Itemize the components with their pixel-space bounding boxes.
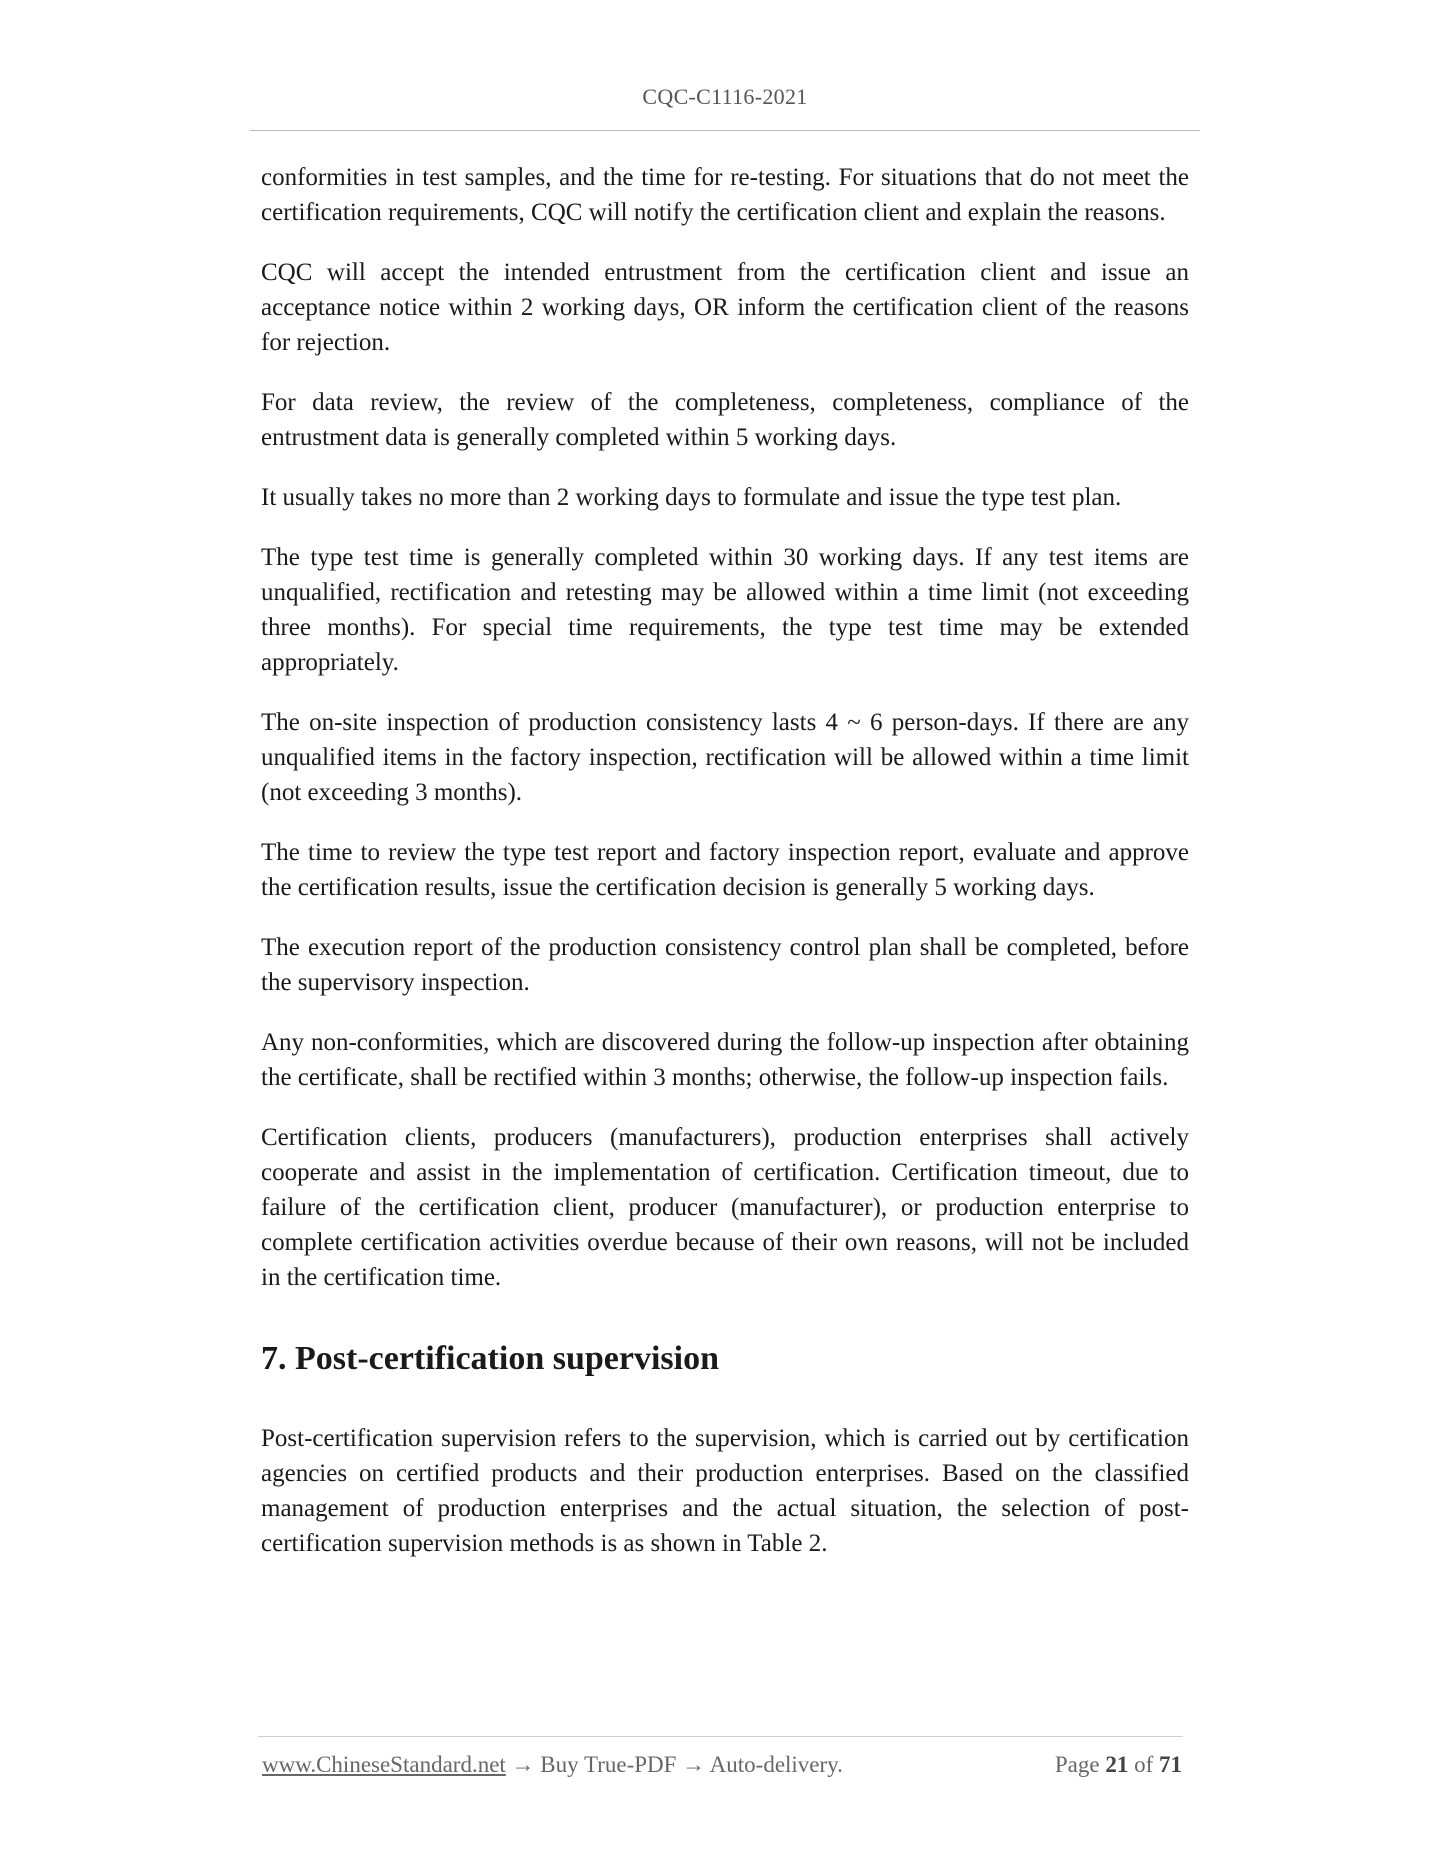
paragraph: The time to review the type test report and factory inspection report, evaluate and approve the certification results, issue the certification decision is generally 5 working days. — [261, 839, 1189, 901]
paragraph: It usually takes no more than 2 working days to formulate and issue the type test plan. — [261, 484, 1122, 511]
page-total: 71 — [1159, 1752, 1182, 1777]
paragraph: The on-site inspection of production consistency lasts 4 ~ 6 person-days. If there are any unqualified items in the factory inspection, rectification will be allowed within a time limit (not exceeding 3 months). — [261, 709, 1189, 806]
page-content — [261, 160, 1189, 1586]
footer-divider — [258, 1736, 1183, 1737]
paragraph: The type test time is generally completed within 30 working days. If any test items are unqualified, rectification and retesting may be allowed within a time limit (not exceeding three months). For special time requirements, the type test time may be extended appropriately. — [261, 544, 1189, 676]
paragraph: Certification clients, producers (manufacturers), production enterprises shall actively cooperate and assist in the implementation of certification. Certification timeout, due to failure of the certification client, producer (manufacturer), or production enterprise to complete certification activities overdue because of their own reasons, will not be included in the certification time. — [261, 1124, 1189, 1291]
page-indicator — [1055, 1752, 1182, 1778]
of-label: of — [1134, 1752, 1154, 1777]
page-number: 21 — [1105, 1752, 1129, 1777]
paragraph: Any non-conformities, which are discovered during the follow-up inspection after obtaining the certificate, shall be rectified within 3 months; otherwise, the follow-up inspection fails. — [261, 1029, 1189, 1091]
section-paragraph: Post-certification supervision refers to the supervision, which is carried out by certification agencies on certified products and their production enterprises. Based on the classified management of production enterprises and the actual situation, the selection of post-certification supervision methods is as shown in Table 2. — [261, 1425, 1189, 1557]
paragraph: conformities in test samples, and the time for re-testing. For situations that do not meet the certification requirements, CQC will notify the certification client and explain the reasons. — [261, 164, 1189, 226]
paragraph: For data review, the review of the completeness, completeness, compliance of the entrustment data is generally completed within 5 working days. — [261, 389, 1189, 451]
footer-promo — [262, 1752, 843, 1778]
paragraph: The execution report of the production consistency control plan shall be completed, before the supervisory inspection. — [261, 934, 1189, 996]
header-divider — [250, 130, 1200, 131]
website-link[interactable]: www.ChineseStandard.net — [262, 1752, 506, 1777]
paragraph: CQC will accept the intended entrustment from the certification client and issue an acceptance notice within 2 working days, OR inform the certification client of the reasons for rejection. — [261, 259, 1189, 356]
running-header: CQC-C1116-2021 — [642, 84, 808, 109]
page-label: Page — [1054, 1752, 1100, 1777]
footer-tagline: → Buy True-PDF → Auto-delivery. — [505, 1752, 843, 1777]
section-heading: 7. Post-certification supervision — [261, 1340, 719, 1377]
